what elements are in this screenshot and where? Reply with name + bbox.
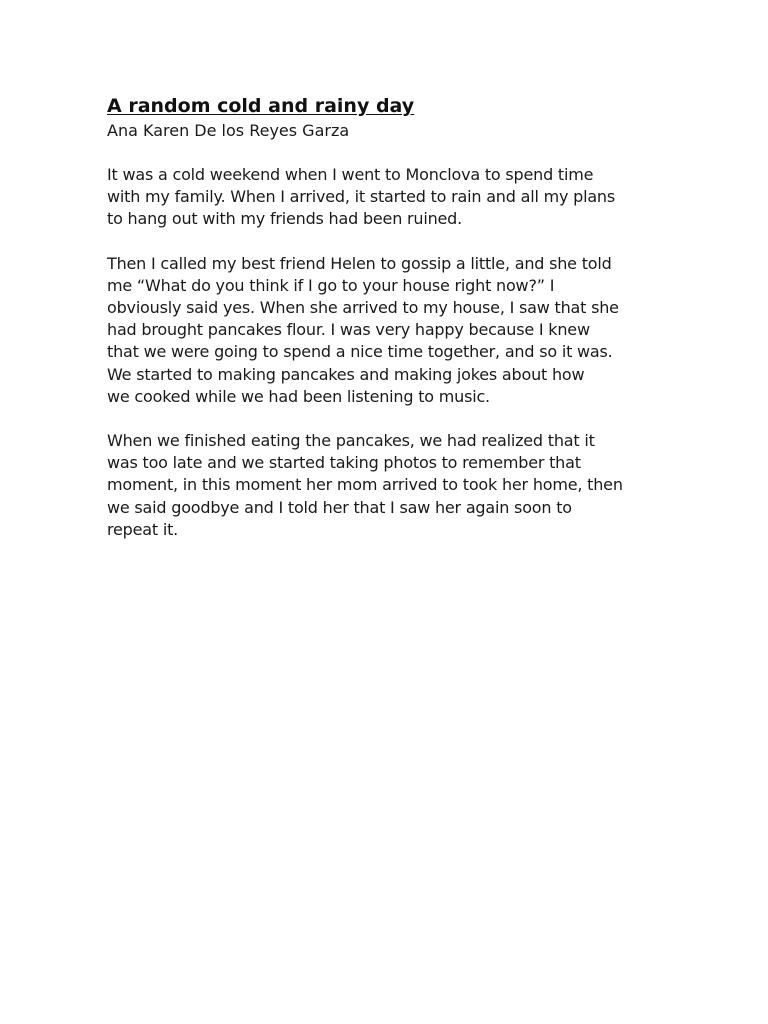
paragraph-line: repeat it. (107, 519, 179, 539)
paragraph-3 (107, 430, 667, 541)
paragraph-line: moment, in this moment her mom arrived to took her home, then (107, 475, 623, 495)
paragraph-1 (107, 164, 667, 231)
paragraph-line: to hang out with my friends had been ruined. (107, 209, 463, 229)
paragraph-line: We started to making pancakes and making jokes about how (107, 364, 585, 384)
paragraph-line: we said goodbye and I told her that I saw her again soon to (107, 497, 572, 517)
paragraph-line: had brought pancakes flour. I was very happy because I knew (107, 320, 590, 340)
paragraph-line: Then I called my best friend Helen to gossip a little, and she told (107, 253, 612, 273)
document-author: Ana Karen De los Reyes Garza (107, 121, 350, 140)
paragraph-line: with my family. When I arrived, it started to rain and all my plans (107, 187, 615, 207)
paragraph-line: that we were going to spend a nice time together, and so it was. (107, 342, 613, 362)
paragraph-line: It was a cold weekend when I went to Monclova to spend time (107, 165, 594, 184)
paragraph-line: me “What do you think if I go to your house right now?” I (107, 275, 555, 295)
paragraph-line: was too late and we started taking photos to remember that (107, 453, 581, 473)
paragraph-line: When we finished eating the pancakes, we had realized that it (107, 431, 595, 451)
document-title: A random cold and rainy day (107, 95, 415, 117)
document-page (107, 93, 667, 541)
paragraph-2 (107, 253, 667, 408)
paragraph-line: we cooked while we had been listening to music. (107, 386, 490, 406)
paragraph-line: obviously said yes. When she arrived to my house, I saw that she (107, 298, 619, 318)
